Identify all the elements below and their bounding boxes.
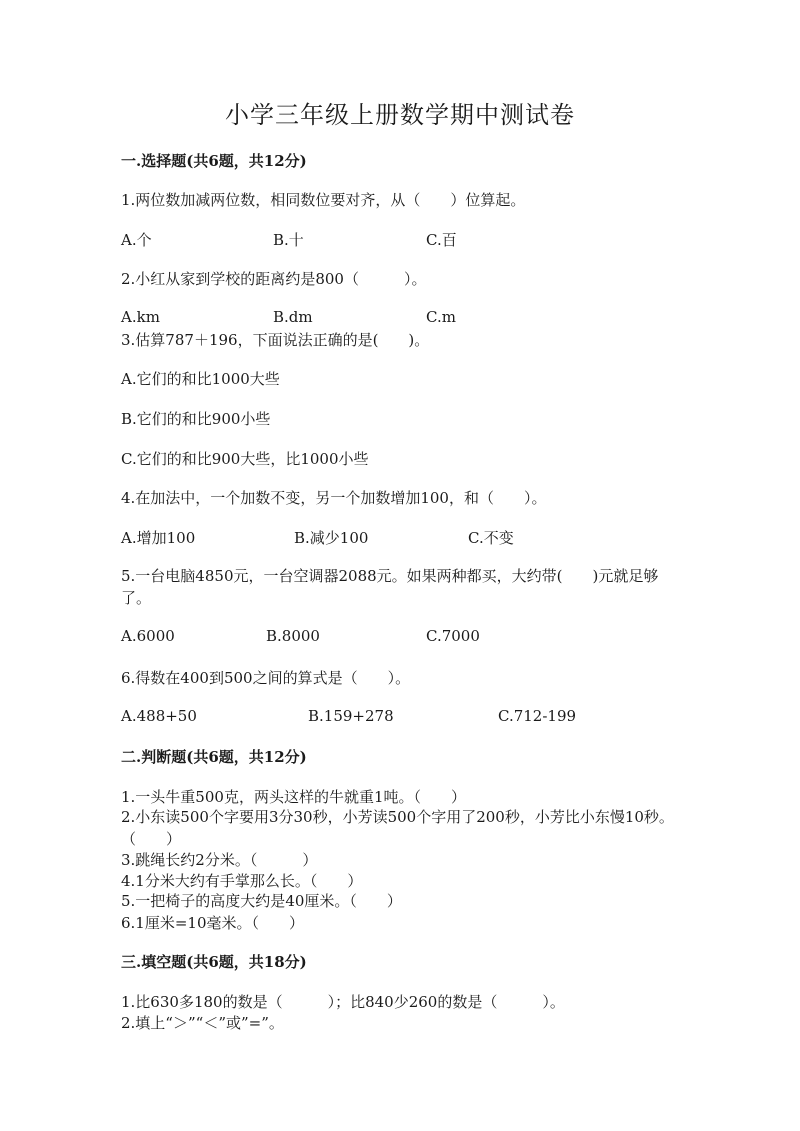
q5-option-b: B.8000 (266, 627, 320, 645)
q1-option-a: A.个 (121, 231, 152, 249)
judgement-item: 2.小东读500个字要用3分30秒，小芳读500个字用了200秒，小芳比小东慢10秒。（ ） (121, 808, 674, 848)
q6-option-c: C.712-199 (498, 707, 577, 725)
section-heading-fill-blank: 三.填空题(共6题，共18分) (121, 953, 307, 971)
q4-option-b: B.减少100 (294, 529, 369, 547)
q3-option-a: A.它们的和比1000大些 (121, 370, 280, 388)
q1-option-c: C.百 (426, 231, 457, 249)
q6-option-b: B.159+278 (308, 707, 394, 725)
question-6: 6.得数在400到500之间的算式是（ ）。 (121, 669, 411, 687)
page-title: 小学三年级上册数学期中测试卷 (225, 101, 575, 129)
section-heading-choice: 一.选择题(共6题，共12分) (121, 152, 307, 170)
fill-blank-item: 2.填上“＞”“＜”或”=”。 (121, 1014, 284, 1032)
question-2: 2.小红从家到学校的距离约是800（ ）。 (121, 270, 427, 288)
judgement-item: 4.1分米大约有手掌那么长。（ ） (121, 872, 363, 890)
judgement-item: 1.一头牛重500克，两头这样的牛就重1吨。（ ） (121, 788, 466, 806)
q2-option-b: B.dm (273, 308, 313, 326)
judgement-item: 3.跳绳长约2分米。（ ） (121, 851, 318, 869)
q3-option-b: B.它们的和比900小些 (121, 410, 271, 428)
judgement-item: 6.1厘米=10毫米。（ ） (121, 914, 305, 932)
q5-option-c: C.7000 (426, 627, 480, 645)
fill-blank-item: 1.比630多180的数是（ ）；比840少260的数是（ ）。 (121, 993, 565, 1011)
q6-option-a: A.488+50 (121, 707, 197, 725)
q4-option-c: C.不变 (468, 529, 514, 547)
q1-option-b: B.十 (273, 231, 304, 249)
q5-option-a: A.6000 (121, 627, 175, 645)
judgement-item: 5.一把椅子的高度大约是40厘米。（ ） (121, 892, 402, 910)
question-4: 4.在加法中，一个加数不变，另一个加数增加100，和（ ）。 (121, 489, 547, 507)
question-3: 3.估算787＋196，下面说法正确的是( )。 (121, 331, 430, 349)
question-1: 1.两位数加减两位数，相同数位要对齐，从（ ）位算起。 (121, 191, 526, 209)
q3-option-c: C.它们的和比900大些，比1000小些 (121, 450, 369, 468)
q2-option-a: A.km (121, 308, 160, 326)
q4-option-a: A.增加100 (121, 529, 196, 547)
question-5: 5.一台电脑4850元，一台空调器2088元。如果两种都买，大约带( )元就足够了。 (121, 567, 659, 607)
section-heading-judgement: 二.判断题(共6题，共12分) (121, 748, 307, 766)
q2-option-c: C.m (426, 308, 456, 326)
